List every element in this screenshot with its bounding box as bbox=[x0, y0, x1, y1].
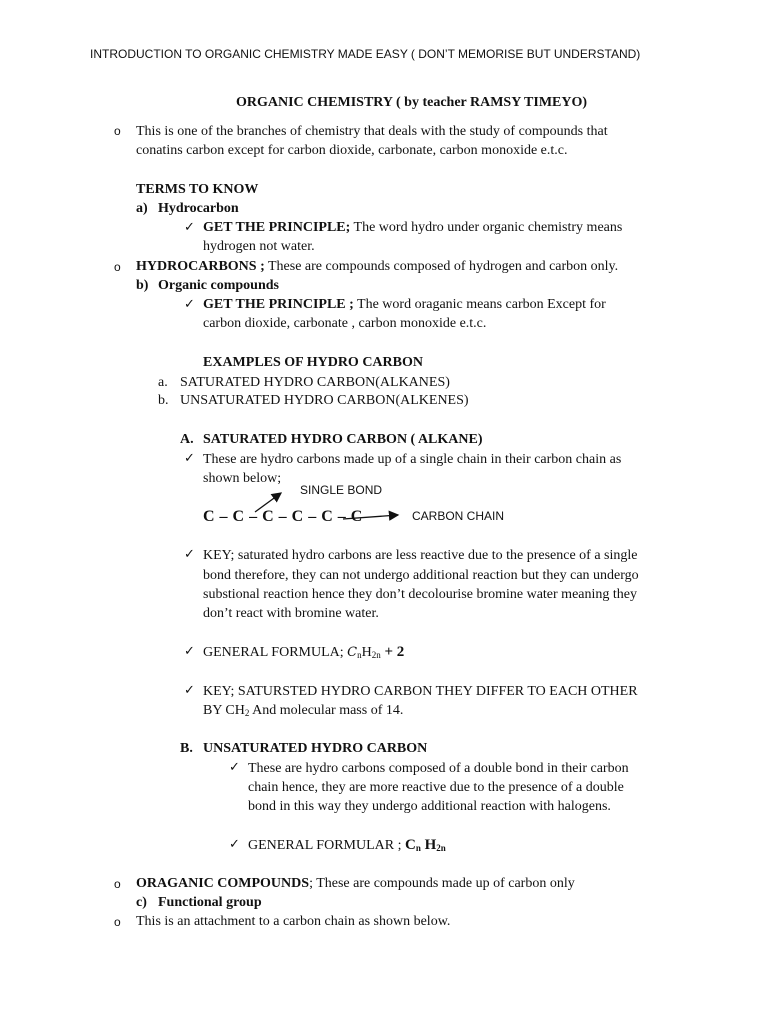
check-icon: ✓ bbox=[184, 451, 195, 466]
principle-line: hydrogen not water. bbox=[203, 239, 315, 254]
general-formula-alkane: GENERAL FORMULA; $C_nH_{2n} + 2$ bbox=[203, 644, 405, 660]
bullet-icon: o bbox=[114, 915, 121, 929]
subsection-label: B. bbox=[180, 741, 193, 756]
alkane-description: These are hydro carbons made up of a single chain in their carbon chain as bbox=[203, 452, 622, 467]
check-icon: ✓ bbox=[184, 644, 195, 659]
example-item: UNSATURATED HYDRO CARBON(ALKENES) bbox=[180, 393, 469, 408]
functional-group-definition: This is an attachment to a carbon chain as shown below. bbox=[136, 914, 451, 929]
organic-compounds-definition: ORAGANIC COMPOUNDS; These are compounds made up of carbon only bbox=[136, 876, 575, 891]
check-icon: ✓ bbox=[229, 760, 240, 775]
page-header: INTRODUCTION TO ORGANIC CHEMISTRY MADE EASY ( DON’T MEMORISE BUT UNDERSTAND) bbox=[90, 47, 641, 61]
hydrocarbons-definition: HYDROCARBONS ; These are compounds composed of hydrogen and carbon only. bbox=[136, 259, 619, 274]
list-label: c) bbox=[136, 895, 147, 910]
list-label: a) bbox=[136, 201, 148, 216]
page-title: ORGANIC CHEMISTRY ( by teacher RAMSY TIMEYO) bbox=[236, 95, 588, 110]
list-label: b) bbox=[136, 278, 149, 293]
term-hydrocarbon: Hydrocarbon bbox=[158, 201, 239, 216]
key-line: don’t react with bromine water. bbox=[203, 606, 379, 621]
section-heading: TERMS TO KNOW bbox=[136, 182, 259, 197]
key-line: BY $CH_2$ And molecular mass of 14. bbox=[203, 703, 404, 718]
check-icon: ✓ bbox=[229, 837, 240, 852]
term-functional-group: Functional group bbox=[158, 895, 262, 910]
alkene-description: These are hydro carbons composed of a double bond in their carbon bbox=[248, 761, 629, 776]
carbon-chain-arrow bbox=[343, 515, 398, 519]
principle-line: GET THE PRINCIPLE ; The word oraganic means carbon Except for bbox=[203, 297, 606, 312]
principle-line: GET THE PRINCIPLE; The word hydro under organic chemistry means bbox=[203, 220, 623, 235]
principle-line: carbon dioxide, carbonate , carbon monoxide e.t.c. bbox=[203, 316, 487, 331]
list-label: b. bbox=[158, 393, 169, 408]
subsection-heading: UNSATURATED HYDRO CARBON bbox=[203, 741, 428, 756]
general-formula-alkene: GENERAL FORMULAR ; $C_n$ $H_{2n}$ bbox=[248, 837, 446, 853]
subsection-label: A. bbox=[180, 432, 194, 447]
key-line: KEY; saturated hydro carbons are less reactive due to the presence of a single bbox=[203, 548, 638, 563]
list-label: a. bbox=[158, 375, 168, 390]
term-organic-compounds: Organic compounds bbox=[158, 278, 279, 293]
single-bond-label: SINGLE BOND bbox=[300, 483, 383, 497]
check-icon: ✓ bbox=[184, 297, 195, 312]
intro-line: This is one of the branches of chemistry that deals with the study of compounds that bbox=[136, 124, 608, 139]
carbon-chain-label: CARBON CHAIN bbox=[412, 509, 505, 523]
alkene-description: chain hence, they are more reactive due to the presence of a double bbox=[248, 780, 624, 795]
key-line: bond therefore, they can not undergo additional reaction but they can undergo bbox=[203, 568, 639, 583]
section-heading: EXAMPLES OF HYDRO CARBON bbox=[203, 355, 423, 370]
key-line: substional reaction hence they don’t decolourise bromine water meaning they bbox=[203, 587, 637, 602]
bullet-icon: o bbox=[114, 877, 121, 891]
example-item: SATURATED HYDRO CARBON(ALKANES) bbox=[180, 375, 450, 390]
check-icon: ✓ bbox=[184, 683, 195, 698]
subsection-heading: SATURATED HYDRO CARBON ( ALKANE) bbox=[203, 432, 483, 447]
bullet-icon: o bbox=[114, 124, 121, 138]
alkene-description: bond in this way they undergo additional reaction with halogens. bbox=[248, 799, 611, 814]
key-line: KEY; SATURSTED HYDRO CARBON THEY DIFFER TO EACH OTHER bbox=[203, 684, 638, 699]
bullet-icon: o bbox=[114, 260, 121, 274]
intro-line: conatins carbon except for carbon dioxide, carbonate, carbon monoxide e.t.c. bbox=[136, 143, 568, 158]
single-bond-arrow bbox=[255, 493, 281, 512]
check-icon: ✓ bbox=[184, 220, 195, 235]
check-icon: ✓ bbox=[184, 547, 195, 562]
alkane-description: shown below; bbox=[203, 471, 282, 486]
carbon-chain-formula: C – C – C – C – C – C bbox=[203, 508, 363, 525]
